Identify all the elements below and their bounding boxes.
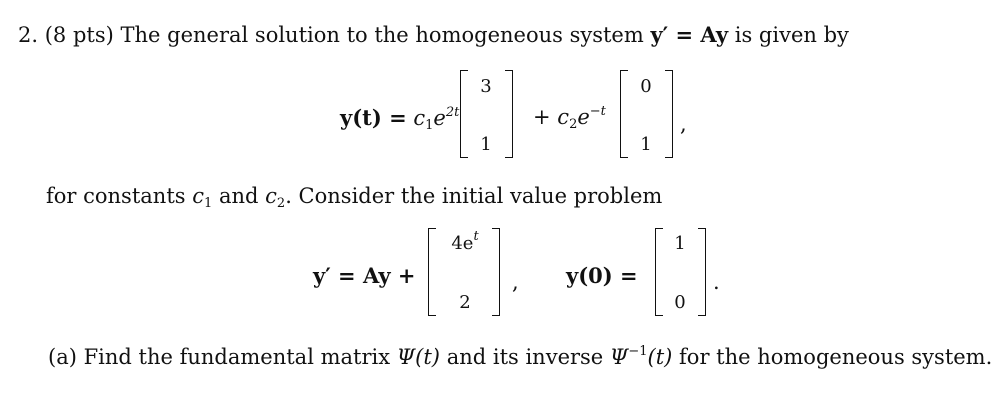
general-solution-comma: , xyxy=(680,112,687,136)
vector2-entry-top: 0 xyxy=(640,76,652,97)
forcing-entry-bottom: 2 xyxy=(459,292,471,313)
forcing-entry-top: $4e^t$ xyxy=(451,229,479,254)
problem-number: 2. xyxy=(18,23,39,47)
vector2-right-bracket xyxy=(665,70,673,158)
vector1-entry-top: 3 xyxy=(480,76,492,97)
problem-points: (8 pts) xyxy=(44,23,114,47)
vector1-right-bracket xyxy=(505,70,513,158)
general-solution-term2: + $c_2e^{-t}$ xyxy=(533,104,606,132)
part-a: (a) Find the fundamental matrix Ψ(t) and its inverse $\Psi^{-1}(t)$ for the homogeneous system. xyxy=(48,344,993,369)
ivp-end-period: . xyxy=(713,270,720,294)
general-solution-lhs: $y(t) = c_1e^{2t}$ xyxy=(340,105,460,133)
system-equation: y′ = Ay xyxy=(650,22,729,47)
forcing-left-bracket xyxy=(428,228,436,316)
initial-condition-lhs: y(0) = xyxy=(566,263,638,288)
constants-line: for constants $c_1$ and $c_2$. Consider the initial value problem xyxy=(46,184,663,211)
ic-right-bracket xyxy=(698,228,706,316)
problem-statement xyxy=(18,22,849,47)
ic-entry-bottom: 0 xyxy=(674,292,686,313)
part-a-label: (a) xyxy=(48,345,77,369)
vector2-entry-bottom: 1 xyxy=(640,134,652,155)
forcing-right-bracket xyxy=(492,228,500,316)
problem-intro-end: is given by xyxy=(734,23,849,47)
ic-entry-top: 1 xyxy=(674,233,686,254)
vector1-entry-bottom: 1 xyxy=(480,134,492,155)
ivp-lhs: y′ = Ay + xyxy=(313,263,416,288)
problem-intro: The general solution to the homogeneous system xyxy=(120,23,644,47)
ivp-separator: , xyxy=(512,270,519,294)
